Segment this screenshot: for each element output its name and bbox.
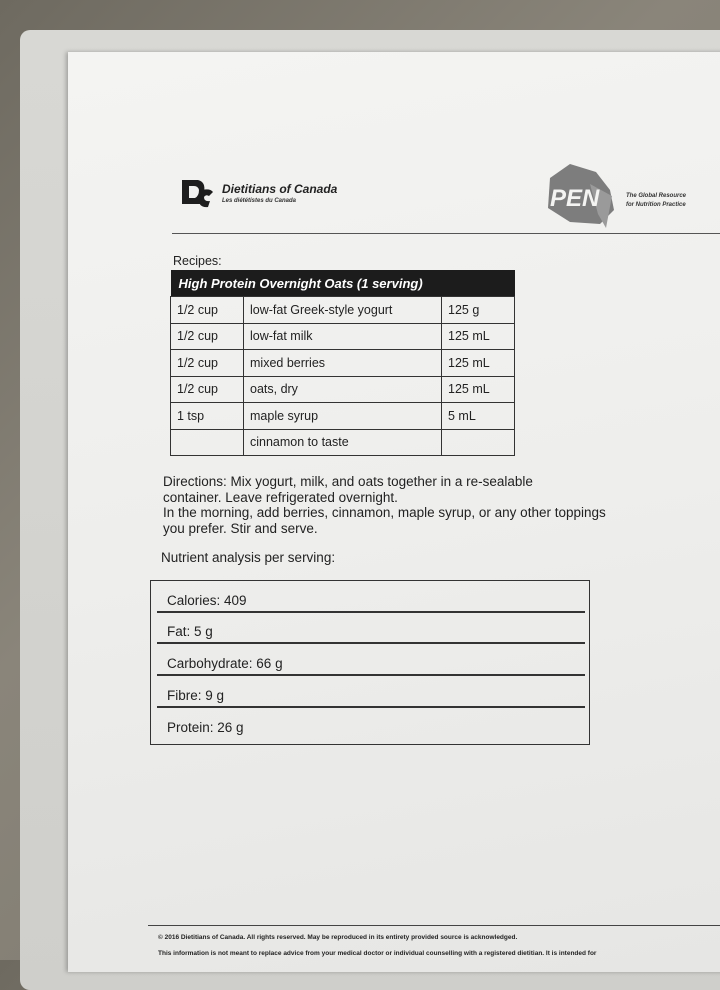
recipes-label: Recipes: [173,254,222,268]
ingredient-metric: 125 g [442,297,515,324]
dc-logo-icon [180,176,214,210]
directions-line: container. Leave refrigerated overnight. [163,489,398,505]
ingredient-row [171,350,515,377]
nutrient-table [150,580,590,745]
directions-line: Directions: Mix yogurt, milk, and oats together in a re-sealable [163,474,533,489]
nutrient-fat: Fat: 5 g [157,616,585,644]
ingredient-measure: 1 tsp [171,403,244,430]
nutrient-protein: Protein: 26 g [167,720,244,735]
pen-tagline [626,192,686,210]
ingredient-measure: 1/2 cup [171,376,244,403]
ingredient-row [171,376,515,403]
ingredient-name: mixed berries [244,350,442,377]
footer-disclaimer: This information is not meant to replace advice from your medical doctor or individual counselling with a registered dietitian. It is intended for [158,950,597,957]
recipe-title: High Protein Overnight Oats (1 serving) [171,270,515,297]
ingredient-metric: 5 mL [442,403,515,430]
ingredient-measure: 1/2 cup [171,323,244,350]
ingredient-name: oats, dry [244,376,442,403]
ingredient-row [171,429,515,456]
footer-divider [148,925,720,926]
ingredient-metric: 125 mL [442,376,515,403]
ingredient-row [171,323,515,350]
directions-line: you prefer. Stir and serve. [163,520,318,536]
ingredient-measure [171,429,244,456]
pen-logo [540,164,625,230]
ingredient-name: low-fat Greek-style yogurt [244,297,442,324]
ingredient-measure: 1/2 cup [171,350,244,377]
org-name: Dietitians of Canada [222,182,338,196]
directions-line: In the morning, add berries, cinnamon, maple syrup, or any other toppings [163,505,606,520]
pen-logo-text: PEN [550,185,600,212]
ingredient-name: low-fat milk [244,323,442,350]
ingredient-row [171,403,515,430]
ingredient-name: maple syrup [244,403,442,430]
ingredient-row [171,297,515,324]
directions [163,474,718,536]
recipe-table [170,270,515,456]
org-name-fr: Les diététistes du Canada [222,198,297,204]
ingredient-metric: 125 mL [442,350,515,377]
ingredient-measure: 1/2 cup [171,297,244,324]
dietitians-of-canada-logo [180,176,350,216]
header-divider [172,233,720,234]
nutrient-analysis-label: Nutrient analysis per serving: [161,550,336,565]
ingredient-metric [442,429,515,456]
footer-copyright: © 2016 Dietitians of Canada. All rights reserved. May be reproduced in its entirety provided source is acknowledged. [158,934,518,941]
ingredient-metric: 125 mL [442,323,515,350]
pen-tagline-1: The Global Resource [626,193,687,199]
nutrient-carbohydrate: Carbohydrate: 66 g [157,648,585,676]
nutrient-fibre: Fibre: 9 g [157,680,585,708]
nutrient-calories: Calories: 409 [157,585,585,613]
ingredient-name: cinnamon to taste [244,429,442,456]
pen-tagline-2: for Nutrition Practice [626,202,686,208]
